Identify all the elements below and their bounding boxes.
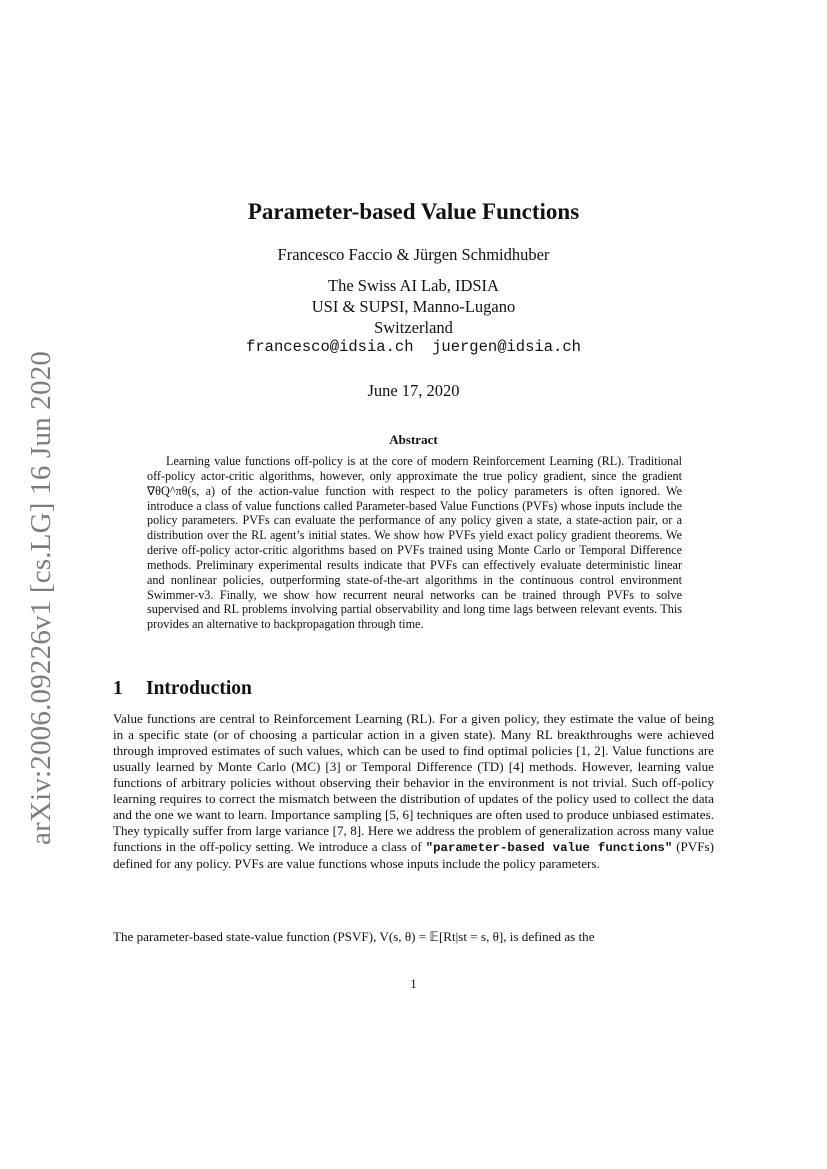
introduction-paragraph bbox=[113, 711, 714, 872]
page-number: 1 bbox=[410, 976, 417, 991]
abstract-text: Learning value functions off-policy is at the core of modern Reinforcement Learning (RL). Traditional off-policy actor-critic algorithms, however, only approximate the true policy gradient, since the gradient ∇θQ^πθ(s, a) of the action-value function with respect to the policy parameters is often ignored. We introduce a class of value functions called Parameter-based Value Functions (PVFs) whose inputs include the policy parameters. PVFs can evaluate the performance of any policy given a state, a state-action pair, or a distribution over the RL agent’s initial states. We show how PVFs yield exact policy gradient theorems. We derive off-policy actor-critic algorithms based on PVFs trained using Monte Carlo or Temporal Difference methods. Preliminary experimental results indicate that PVFs can effectively evaluate deterministic linear and nonlinear policies, outperforming state-of-the-art algorithms in the continuous control environment Swimmer-v3. Finally, we show how recurrent neural networks can be trained through PVFs to solve supervised and RL problems involving partial observability and long time lags between relevant events. This provides an alternative to backpropagation through time. bbox=[147, 454, 682, 632]
paper-title: Parameter-based Value Functions bbox=[247, 199, 580, 224]
arxiv-identifier-stamp: arXiv:2006.09226v1 [cs.LG] 16 Jun 2020 bbox=[25, 350, 57, 845]
affiliation-line-3: Switzerland bbox=[374, 318, 453, 337]
affiliation-line-1: The Swiss AI Lab, IDSIA bbox=[328, 276, 499, 295]
section-heading bbox=[113, 676, 714, 702]
paper-date: June 17, 2020 bbox=[367, 381, 460, 400]
authors: Francesco Faccio & Jürgen Schmidhuber bbox=[277, 245, 550, 264]
author-emails: francesco@idsia.ch juergen@idsia.ch bbox=[246, 338, 581, 356]
affiliation-line-2: USI & SUPSI, Manno-Lugano bbox=[311, 297, 516, 316]
intro-text-before: Value functions are central to Reinforcement Learning (RL). For a given policy, they estimate the value of being in a specific state (or of choosing a particular action in a given state). Many RL breakthroughs were achieved through improved estimates of such values, which can be used to find optimal policies [1, 2]. Value functions are usually learned by Monte Carlo (MC) [3] or Temporal Difference (TD) [4] methods. However, learning value functions of arbitrary policies without observing their behavior in the environment is not trivial. Such off-policy learning requires to correct the mismatch between the distribution of updates of the policy used to collect the data and the one we want to learn. Importance sampling [5, 6] techniques are often used to produce unbiased estimates. They typically suffer from large variance [7, 8]. Here we address the problem of generalization across many value functions in the off-policy setting. We introduce a class of bbox=[113, 711, 714, 855]
section-number: 1 bbox=[113, 678, 123, 699]
intro-highlight-term: "parameter-based value functions" bbox=[425, 841, 673, 856]
psvf-paragraph: The parameter-based state-value function (PSVF), V(s, θ) = 𝔼[Rt|st = s, θ], is defined as the bbox=[113, 929, 595, 944]
section-title: Introduction bbox=[146, 678, 252, 699]
intro-text-after: (PVFs) defined for any policy. PVFs are value functions whose inputs include the policy parameters. bbox=[113, 839, 714, 872]
abstract-heading: Abstract bbox=[389, 432, 438, 447]
